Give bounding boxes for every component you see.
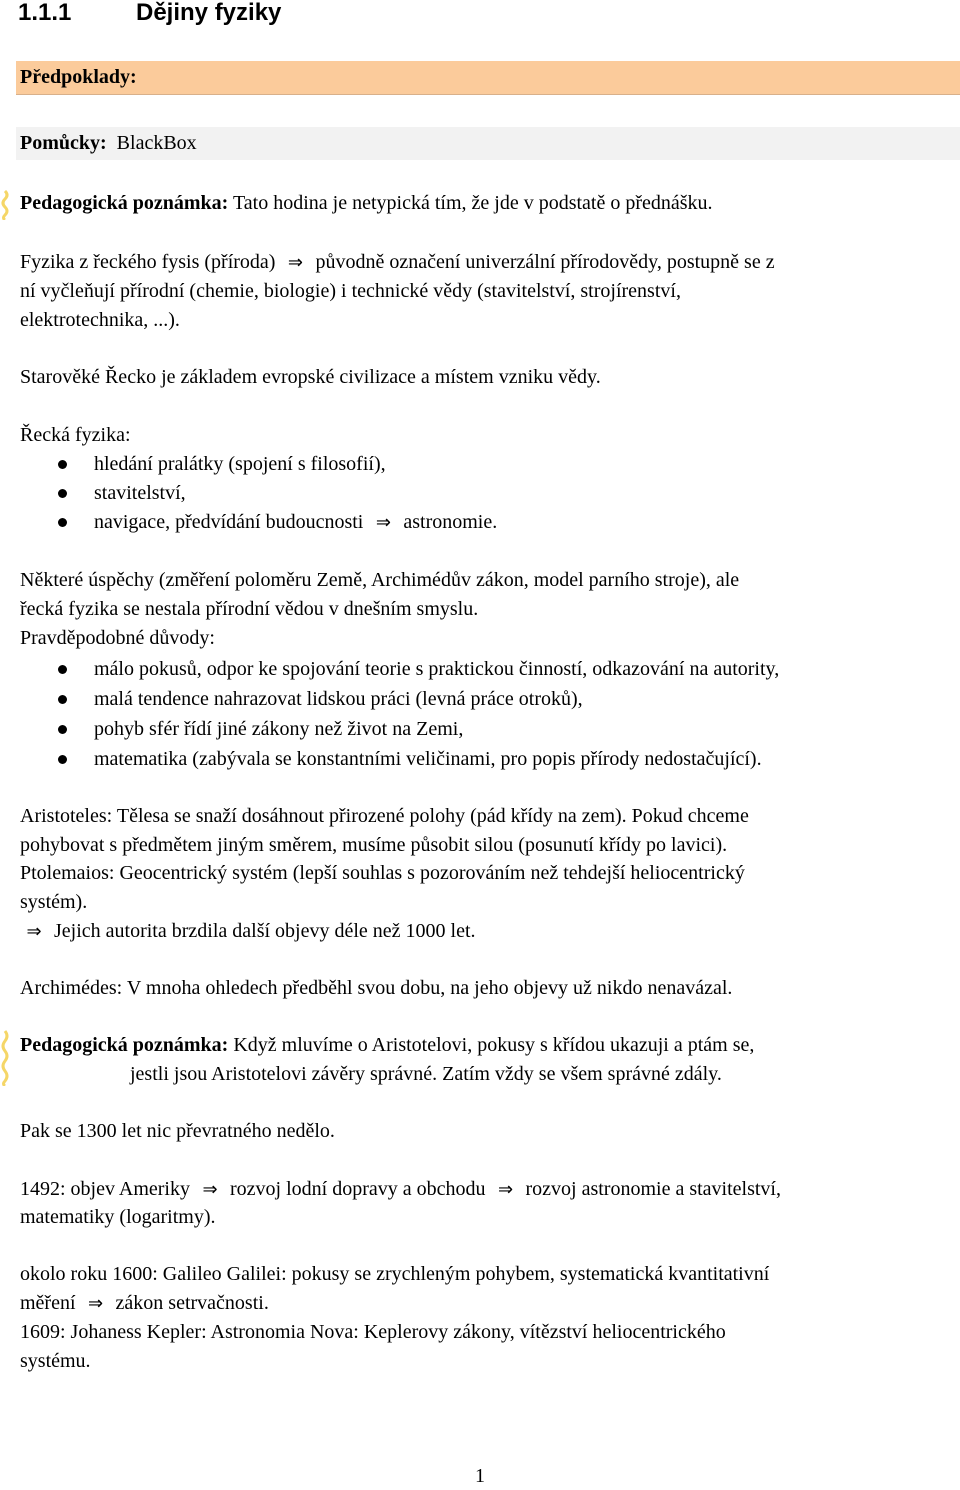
successes-line-1: Některé úspěchy (změření poloměru Země, Archimédův zákon, model parního stroje), ale [20, 569, 740, 591]
reason-item-1: málo pokusů, odpor ke spojování teorie s praktickou činností, odkazování na autority, [94, 658, 780, 680]
pedagogical-note-1 [20, 189, 713, 217]
reason-item-2: malá tendence nahrazovat lidskou práci (levná práce otroků), [94, 688, 583, 710]
implies-arrow-icon: ⇒ [497, 1179, 514, 1200]
note-2-text-2: jestli jsou Aristotelovi závěry správné. Zatím vždy se všem správné zdály. [130, 1063, 722, 1085]
implies-arrow-icon: ⇒ [375, 512, 391, 533]
tools-label: Pomůcky: [20, 132, 107, 154]
section-title: Dějiny fyziky [136, 0, 282, 26]
section-number: 1.1.1 [18, 0, 72, 26]
bullet-icon [58, 665, 67, 674]
ptolemy-line-2: systém). [20, 891, 88, 913]
greek-physics-item-1: hledání pralátky (spojení s filosofií), [94, 453, 386, 475]
america-line-1 [20, 1175, 781, 1204]
bullet-icon [58, 725, 67, 734]
america-text-c: rozvoj astronomie a stavitelství, [525, 1178, 781, 1200]
pause-paragraph: Pak se 1300 let nic převratného nedělo. [20, 1120, 335, 1142]
galileo-line-1: okolo roku 1600: Galileo Galilei: pokusy se zrychleným pohybem, systematická kvantitativní [20, 1263, 770, 1285]
item-3-text-b: astronomie. [403, 511, 498, 533]
galileo-line-2 [20, 1289, 269, 1318]
archimedes-paragraph: Archimédes: V mnoha ohledech předběhl svou dobu, na jeho objevy už nikdo nenavázal. [20, 977, 733, 999]
note-marker-icon [0, 1030, 10, 1086]
note-2-label: Pedagogická poznámka: [20, 1034, 229, 1056]
america-line-2: matematiky (logaritmy). [20, 1206, 216, 1228]
note-2-text-1: Když mluvíme o Aristotelovi, pokusy s křídou ukazuji a ptám se, [233, 1034, 755, 1056]
ptolemy-line-1: Ptolemaios: Geocentrický systém (lepší souhlas s pozorováním než tehdejší heliocentrický [20, 862, 745, 884]
tools-value: BlackBox [116, 132, 197, 154]
intro-text-b: původně označení univerzální přírodovědy, postupně se z [315, 251, 775, 273]
america-text-b: rozvoj lodní dopravy a obchodu [229, 1178, 486, 1200]
implies-arrow-icon: ⇒ [202, 1179, 218, 1200]
intro-text-a: Fyzika z řeckého fysis (příroda) [20, 251, 276, 273]
bullet-icon [58, 755, 67, 764]
item-3-text-a: navigace, předvídání budoucnosti [94, 511, 364, 533]
aristotle-line-2: pohybovat s předmětem jiným směrem, musíme působit silou (posunutí křídy po lavici). [20, 834, 728, 856]
aristotle-line-1: Aristoteles: Tělesa se snaží dosáhnout přirozené polohy (pád křídy na zem). Pokud chceme [20, 805, 749, 827]
reason-item-3: pohyb sfér řídí jiné zákony než život na Zemi, [94, 718, 464, 740]
authority-text: Jejich autorita brzdila další objevy déle než 1000 let. [54, 920, 476, 942]
greek-physics-item-2: stavitelství, [94, 482, 186, 504]
kepler-line-1: 1609: Johaness Kepler: Astronomia Nova: Keplerovy zákony, vítězství heliocentrického [20, 1321, 726, 1343]
reason-item-4: matematika (zabývala se konstantními veličinami, pro popis přírody nedostačující). [94, 748, 762, 770]
prerequisites-band [16, 61, 960, 95]
greek-physics-item-3 [94, 508, 497, 537]
page-number: 1 [475, 1465, 485, 1487]
bullet-icon [58, 695, 67, 704]
implies-arrow-icon: ⇒ [26, 921, 42, 942]
bullet-icon [58, 518, 67, 527]
implies-arrow-icon: ⇒ [287, 252, 304, 273]
note-1-text: Tato hodina je netypická tím, že jde v podstatě o přednášku. [232, 192, 713, 214]
page-title [18, 0, 281, 29]
kepler-line-2: systému. [20, 1350, 91, 1372]
galileo-text-a: měření [20, 1292, 76, 1314]
bullet-icon [58, 460, 67, 469]
greece-paragraph: Starověké Řecko je základem evropské civilizace a místem vzniku vědy. [20, 366, 601, 388]
intro-line-2: ní vyčleňují přírodní (chemie, biologie) i technické vědy (stavitelství, strojírenství, [20, 280, 681, 302]
implies-arrow-icon: ⇒ [87, 1293, 104, 1314]
note-1-label: Pedagogická poznámka: [20, 192, 229, 214]
greek-physics-label: Řecká fyzika: [20, 424, 131, 446]
note-marker-icon [0, 190, 10, 220]
bullet-icon [58, 489, 67, 498]
reasons-label: Pravděpodobné důvody: [20, 627, 215, 649]
tools-band [16, 127, 960, 160]
authority-line [20, 917, 476, 946]
intro-line-1 [20, 248, 775, 277]
prerequisites-label: Předpoklady: [20, 66, 137, 88]
intro-line-3: elektrotechnika, ...). [20, 309, 180, 331]
galileo-text-b: zákon setrvačnosti. [115, 1292, 269, 1314]
america-text-a: 1492: objev Ameriky [20, 1178, 190, 1200]
successes-line-2: řecká fyzika se nestala přírodní vědou v dnešním smyslu. [20, 598, 479, 620]
pedagogical-note-2 [20, 1031, 754, 1059]
